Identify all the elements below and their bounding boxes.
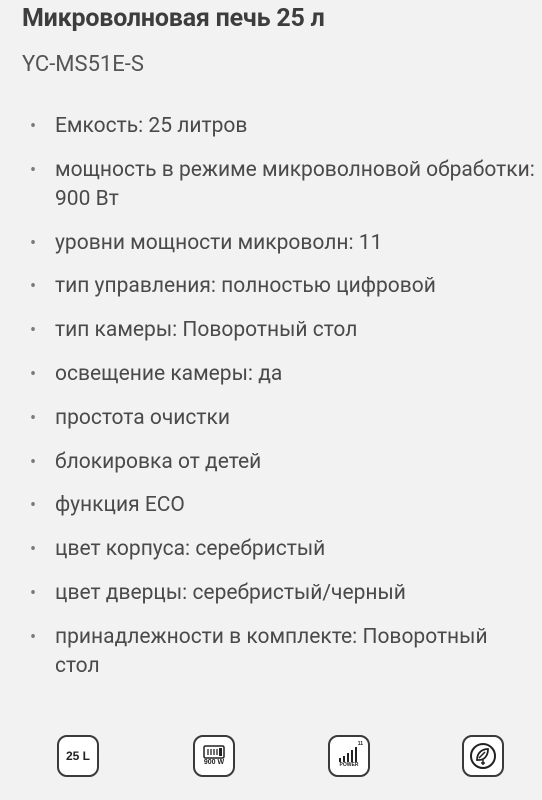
spec-text: освещение камеры: да (55, 361, 283, 386)
feature-icons-row (0, 735, 542, 783)
eco-leaf-plug-icon (462, 735, 504, 777)
bullet: • (30, 363, 37, 385)
spec-text: тип камеры: Поворотный стол (55, 318, 358, 343)
spec-item (0, 316, 542, 345)
power-label: 900 W (203, 759, 225, 766)
spec-item (0, 448, 542, 477)
levels-count: 11 (357, 741, 363, 747)
spec-text: цвет корпуса: серебристый (55, 537, 326, 562)
spec-text: простота очистки (55, 405, 230, 430)
bullet: • (30, 116, 37, 137)
spec-text: блокировка от детей (55, 449, 262, 474)
spec-item (0, 360, 542, 389)
bullet: • (30, 495, 37, 517)
microwave-glyph (203, 745, 225, 759)
spec-item (0, 535, 542, 564)
signal-bars-glyph (338, 747, 360, 762)
capacity-label: 25 L (65, 749, 90, 763)
bullet: • (30, 159, 37, 181)
spec-text: функция ECO (55, 493, 185, 518)
spec-item (0, 112, 542, 141)
spec-item (0, 623, 542, 681)
levels-label: POWER (339, 762, 359, 768)
spec-text: принадлежности в комплекте: Поворотный стол (55, 624, 488, 678)
spec-item (0, 272, 542, 301)
spec-list (0, 112, 542, 696)
spec-item (0, 491, 542, 520)
power-levels-icon (328, 735, 370, 777)
product-model: YC-MS51E-S (22, 52, 144, 77)
bullet: • (30, 626, 37, 648)
bullet: • (30, 320, 37, 342)
spec-text: уровни мощности микроволн: 11 (55, 230, 383, 255)
spec-text: тип управления: полностью цифровой (55, 274, 436, 299)
spec-text: цвет дверцы: серебристый/черный (55, 580, 406, 605)
capacity-icon (57, 735, 99, 777)
bullet: • (30, 407, 37, 429)
spec-item (0, 404, 542, 433)
spec-item (0, 579, 542, 608)
spec-text: Емкость: 25 литров (55, 114, 248, 138)
microwave-power-icon (193, 735, 235, 777)
bullet: • (30, 582, 37, 604)
bullet: • (30, 451, 37, 473)
eco-glyph (468, 741, 498, 771)
spec-item (0, 156, 542, 214)
product-title: Микроволновая печь 25 л (22, 4, 325, 33)
spec-item (0, 229, 542, 258)
bullet: • (30, 276, 37, 298)
bullet: • (30, 539, 37, 561)
spec-text: мощность в режиме микроволновой обработки: 900 Вт (55, 157, 535, 211)
bullet: • (30, 232, 37, 254)
